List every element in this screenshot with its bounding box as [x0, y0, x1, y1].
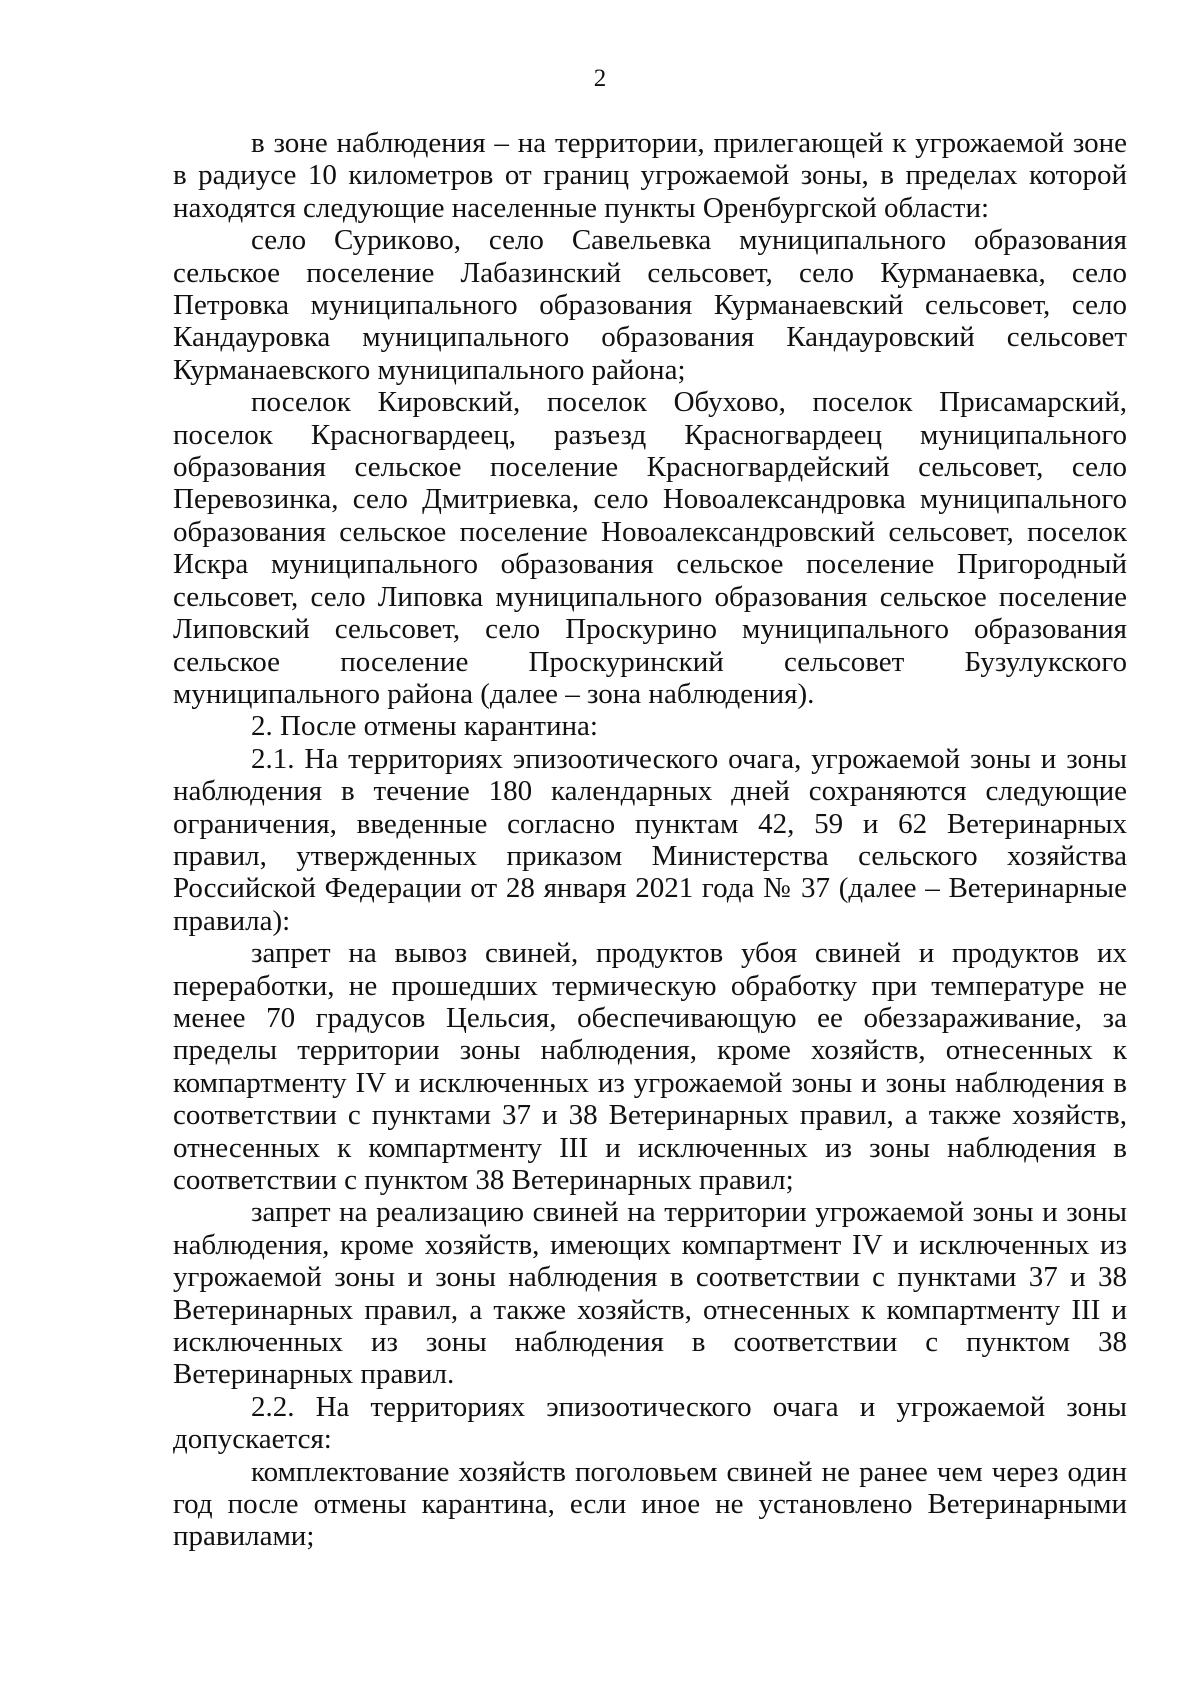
paragraph-sale-ban: запрет на реализацию свиней на территории угрожаемой зоны и зоны наблюдения, кроме хозяйств, имеющих компартмент IV и исключенных из угрожаемой зоны и зоны наблюдения в соответствии с пунктами 37 и 38 Ветеринарных правил, а также хозяйств, отнесенных к компартменту III и исключенных из зоны наблюдения в соответствии с пунктом 38 Ветеринарных правил.	[173, 1196, 1127, 1391]
paragraph-buzuluksky-settlements: поселок Кировский, поселок Обухово, поселок Присамарский, поселок Красногвардеец, разъезд Красногвардеец муниципального образования сельское поселение Красногвардейский сельсовет, село Перевозинка, село Дмитриевка, село Новоалександровка муниципального образования сельское поселение Новоалександровский сельсовет, поселок Искра муниципального образования сельское поселение Пригородный сельсовет, село Липовка муниципального образования сельское поселение Липовский сельсовет, село Проскурино муниципального образования сельское поселение Проскуринский сельсовет Бузулукского муниципального района (далее – зона наблюдения).	[173, 386, 1127, 710]
paragraph-section-2-1: 2.1. На территориях эпизоотического очага, угрожаемой зоны и зоны наблюдения в течение 180 календарных дней сохраняются следующие ограничения, введенные согласно пунктам 42, 59 и 62 Ветеринарных правил, утвержденных приказом Министерства сельского хозяйства Российской Федерации от 28 января 2021 года № 37 (далее – Ветеринарные правила):	[173, 742, 1127, 937]
paragraph-observation-zone-intro: в зоне наблюдения – на территории, прилегающей к угрожаемой зоне в радиусе 10 километров от границ угрожаемой зоны, в пределах которой находятся следующие населенные пункты Оренбургской области:	[173, 127, 1127, 224]
paragraph-export-ban: запрет на вывоз свиней, продуктов убоя свиней и продуктов их переработки, не прошедших термическую обработку при температуре не менее 70 градусов Цельсия, обеспечивающую ее обеззараживание, за пределы территории зоны наблюдения, кроме хозяйств, отнесенных к компартменту IV и исключенных из угрожаемой зоны и зоны наблюдения в соответствии с пунктами 37 и 38 Ветеринарных правил, а также хозяйств, отнесенных к компартменту III и исключенных из зоны наблюдения в соответствии с пунктом 38 Ветеринарных правил;	[173, 937, 1127, 1196]
paragraph-section-2-heading: 2. После отмены карантина:	[251, 710, 598, 743]
paragraph-section-2-2: 2.2. На территориях эпизоотического очага и угрожаемой зоны допускается:	[173, 1390, 1127, 1456]
page-number: 2	[593, 65, 607, 92]
document-body	[173, 127, 1127, 1553]
paragraph-kurmanaevsky-settlements: село Сурикoво, село Савельевка муниципального образования сельское поселение Лабазинский сельсовет, село Курманаевка, село Петровка муниципального образования Курманаевский сельсовет, село Кандауровка муниципального образования Кандауровский сельсовет Курманаевского муниципального района;	[173, 224, 1127, 386]
paragraph-restocking: комплектование хозяйств поголовьем свиней не ранее чем через один год после отмены карантина, если иное не установлено Ветеринарными правилами;	[173, 1455, 1127, 1553]
